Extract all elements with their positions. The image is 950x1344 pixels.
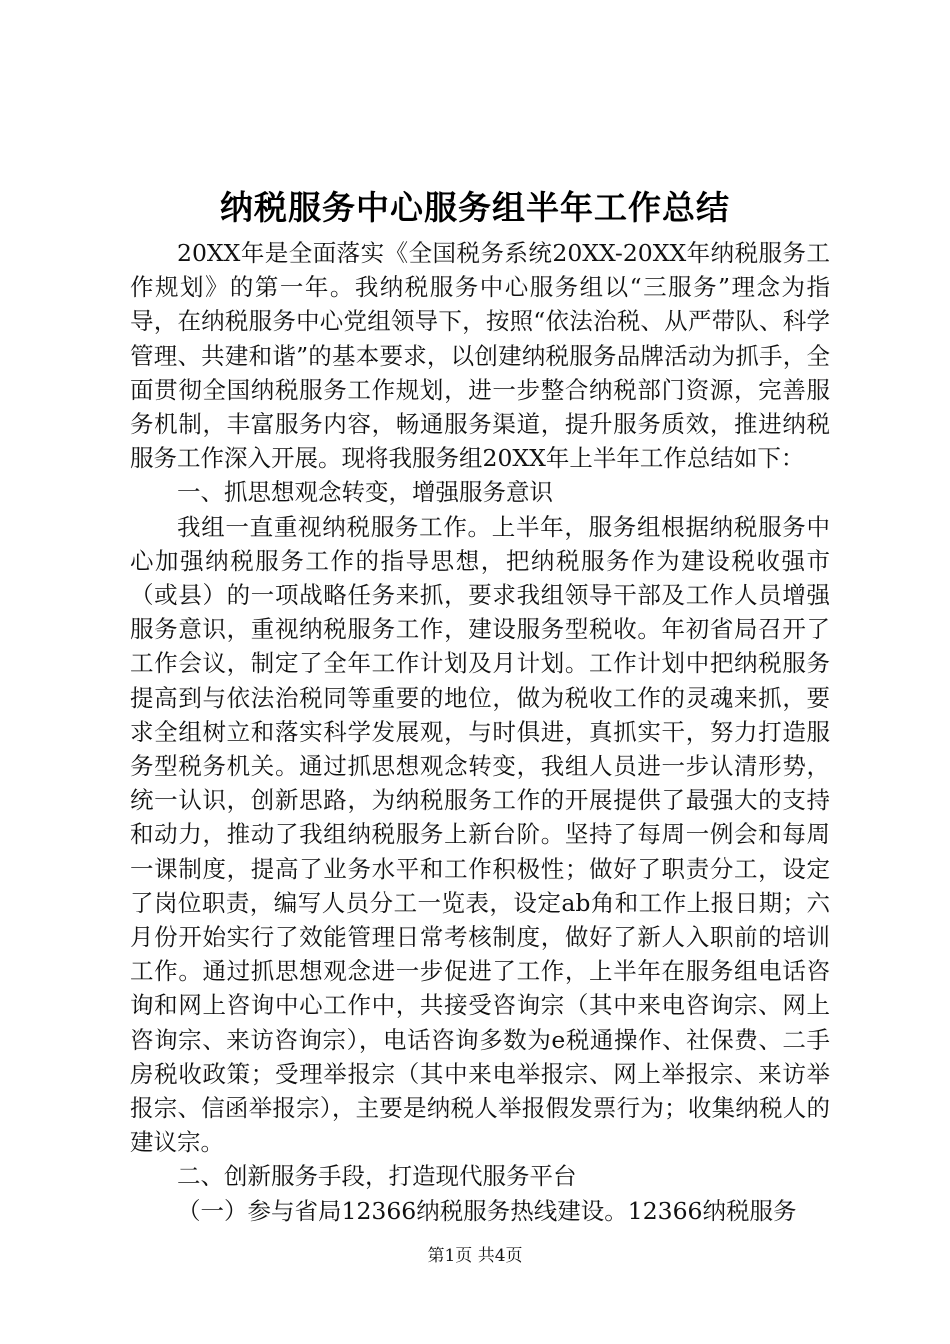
page-footer: 第1页 共4页 [427, 1246, 523, 1266]
section-1-paragraph: 我组一直重视纳税服务工作。上半年，服务组根据纳税服务中心加强纳税服务工作的指导思想，把纳税服务作为建设税收强市（或县）的一项战略任务来抓，要求我组领导干部及工作人员增强服务意识，重视纳税服务工作，建设服务型税收。年初省局召开了工作会议，制定了全年工作计划及月计划。工作计划中把纳税服务提高到与依法治税同等重要的地位，做为税收工作的灵魂来抓，要求全组树立和落实科学发展观，与时俱进，真抓实干，努力打造服务型税务机关。通过抓思想观念转变，我组人员进一步认清形势，统一认识，创新思路，为纳税服务工作的开展提供了最强大的支持和动力，推动了我组纳税服务上新台阶。坚持了每周一例会和每周一课制度，提高了业务水平和工作积极性；做好了职责分工，设定了岗位职责，编写人员分工一览表，设定ab角和工作上报日期；六月份开始实行了效能管理日常考核制度，做好了新人入职前的培训工作。通过抓思想观念进一步促进了工作，上半年在服务组电话咨询和网上咨询中心工作中，共接受咨询宗（其中来电咨询宗、网上咨询宗、来访咨询宗），电话咨询多数为e税通操作、社保费、二手房税收政策；受理举报宗（其中来电举报宗、网上举报宗、来访举报宗、信函举报宗），主要是纳税人举报假发票行为；收集纳税人的建议宗。 [130, 512, 830, 1157]
subsection-1-paragraph: （一）参与省局12366纳税服务热线建设。12366纳税服务 [177, 1196, 797, 1225]
section-heading-1: 一、抓思想观念转变，增强服务意识 [177, 478, 553, 507]
document-body [130, 236, 830, 1228]
document-title: 纳税服务中心服务组半年工作总结 [220, 188, 730, 227]
intro-paragraph: 20XX年是全面落实《全国税务系统20XX-20XX年纳税服务工作规划》的第一年。我纳税服务中心服务组以“三服务”理念为指导，在纳税服务中心党组领导下，按照“依法治税、从严带队、科学管理、共建和谐”的基本要求，以创建纳税服务品牌活动为抓手，全面贯彻全国纳税服务工作规划，进一步整合纳税部门资源，完善服务机制，丰富服务内容，畅通服务渠道，提升服务质效，推进纳税服务工作深入开展。现将我服务组20XX年上半年工作总结如下： [130, 239, 830, 473]
section-heading-2: 二、创新服务手段，打造现代服务平台 [177, 1162, 577, 1191]
